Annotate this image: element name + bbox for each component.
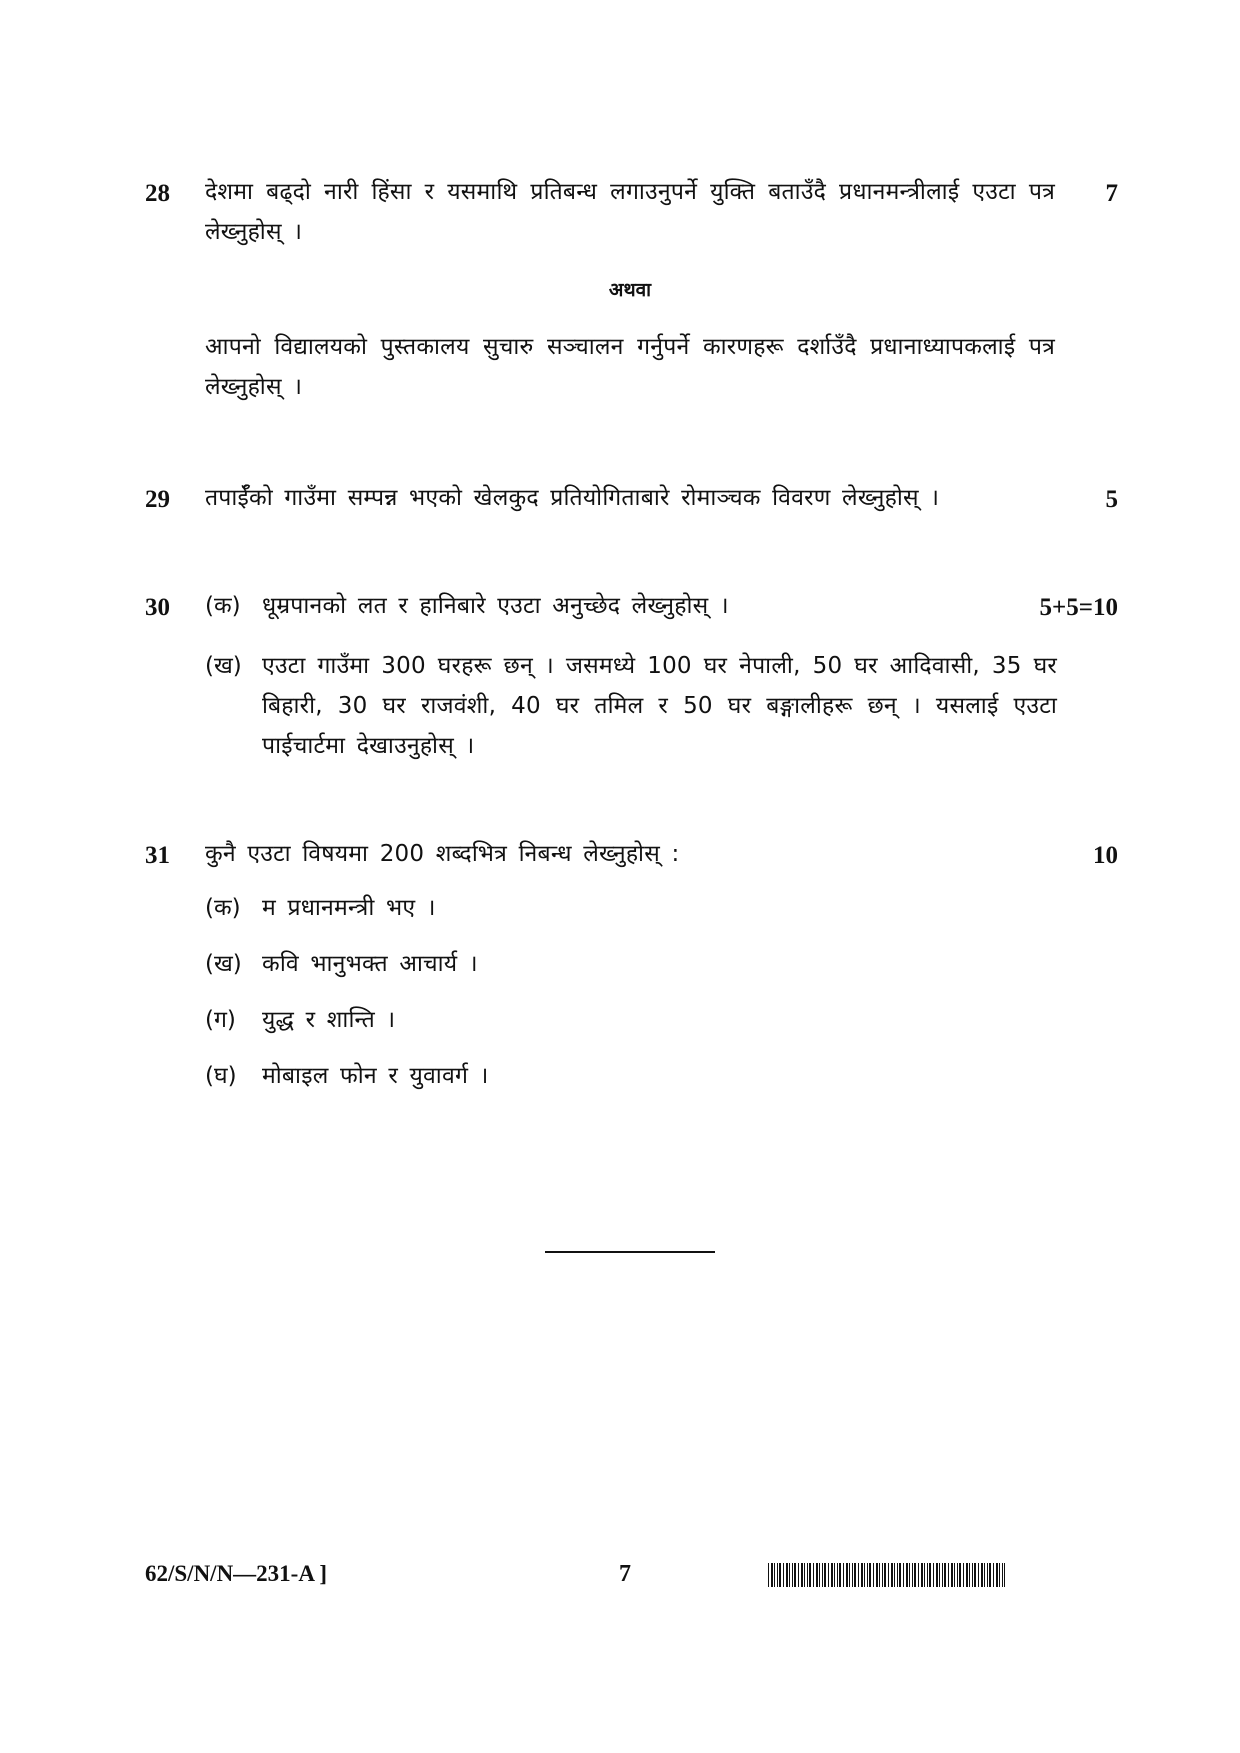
paper-code: 62/S/N/N—231-A ] <box>145 1561 328 1586</box>
question-30-a-label: (क) <box>205 593 241 619</box>
question-30-b-text: एउटा गाउँमा 300 घरहरू छन् । जसमध्ये 100 घर नेपाली, 50 घर आदिवासी, 35 घर बिहारी, 30 घर राजवंशी, 40 घर तमिल र 50 घर बङ्गालीहरू छन् । यसलाई एउटा पाईचार्टमा देखाउनुहोस् । <box>262 653 1057 759</box>
end-of-paper-rule <box>545 1251 715 1253</box>
question-30-marks: 5+5=10 <box>1039 594 1118 621</box>
question-number-29: 29 <box>145 486 170 513</box>
question-31-text: कुनै एउटा विषयमा 200 शब्दभित्र निबन्ध लेख्नुहोस् : <box>205 841 680 867</box>
question-29-text: तपाईँको गाउँमा सम्पन्न भएको खेलकुद प्रतियोगिताबारे रोमाञ्चक विवरण लेख्नुहोस् । <box>205 485 940 511</box>
or-label: अथवा <box>608 279 652 301</box>
option-text: कवि भानुभक्त आचार्य । <box>262 951 478 977</box>
question-31-marks: 10 <box>1093 842 1118 869</box>
question-number-28: 28 <box>145 180 170 207</box>
option-text: म प्रधानमन्त्री भए । <box>262 895 436 921</box>
question-28-alt-text: आपनो विद्यालयको पुस्तकालय सुचारु सञ्चालन गर्नुपर्ने कारणहरू दर्शाउँदै प्रधानाध्यापकलाई पत्र लेख्नुहोस् । <box>205 334 1055 400</box>
question-number-31: 31 <box>145 842 170 869</box>
option-label: (क) <box>205 895 241 921</box>
option-text: युद्ध र शान्ति । <box>262 1007 396 1033</box>
question-28-marks: 7 <box>1105 180 1118 207</box>
question-29-marks: 5 <box>1105 486 1118 513</box>
option-label: (ग) <box>205 1007 236 1033</box>
question-28-text: देशमा बढ्दो नारी हिंसा र यसमाथि प्रतिबन्ध लगाउनुपर्ने युक्ति बताउँदै प्रधानमन्त्रीलाई एउटा पत्र लेख्नुहोस् । <box>205 179 1055 245</box>
option-label: (घ) <box>205 1063 237 1089</box>
option-label: (ख) <box>205 951 242 977</box>
question-number-30: 30 <box>145 594 170 621</box>
question-30-b-label: (ख) <box>205 653 242 679</box>
option-text: मोबाइल फोन र युवावर्ग । <box>262 1063 489 1089</box>
question-30-a-text: धूम्रपानको लत र हानिबारे एउटा अनुच्छेद लेख्नुहोस् । <box>262 593 729 619</box>
barcode <box>768 1563 1005 1587</box>
page-number: 7 <box>619 1561 631 1587</box>
